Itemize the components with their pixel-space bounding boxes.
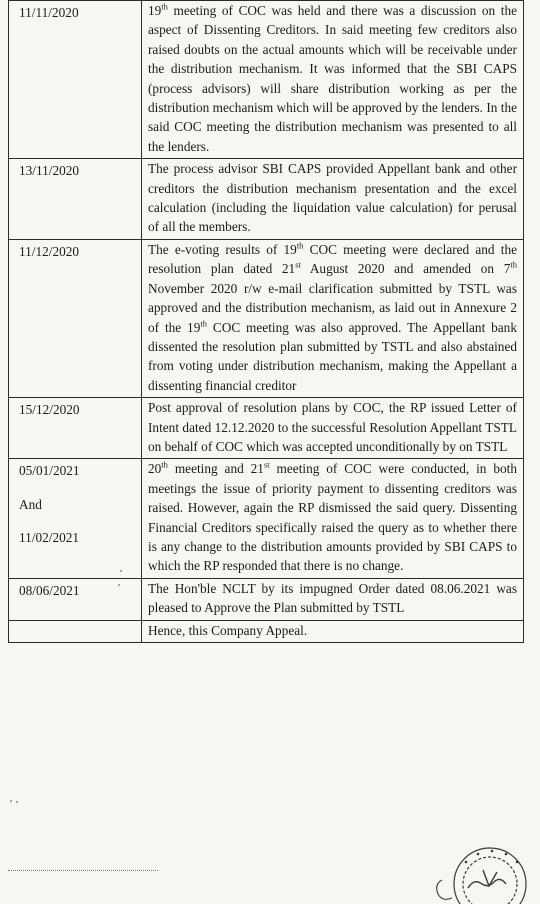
event-date-cell (9, 239, 142, 397)
description-text: August 2020 and amended on 7 (300, 261, 511, 277)
description-text: The e-voting results of 19 (148, 241, 297, 257)
description-text: meeting and 21 (167, 461, 264, 477)
ordinal-suffix: th (161, 459, 168, 470)
event-row (9, 459, 524, 578)
event-row (9, 398, 524, 459)
date-connector: And (19, 496, 42, 512)
event-date: 11/02/2021 (19, 530, 80, 546)
description-text: meeting of COC were conducted, in both meetings the issue of priority payment to dissenting creditors was raised. However, again the RP dismissed the said query. Dissenting Financial Creditors specifically raised the query as to whether there is any change to the distribution amounts provided by SBI CAPS to which the RP responded that there is no change. (148, 461, 517, 574)
event-date-cell (9, 459, 142, 578)
event-date-cell (9, 1, 142, 159)
event-row (9, 159, 524, 240)
ordinal-suffix: st (263, 459, 270, 470)
footer-rule (8, 870, 158, 871)
event-date: 08/06/2021 (19, 582, 80, 598)
description-text: 20 (148, 461, 162, 477)
event-row (9, 578, 524, 620)
description-text: The process advisor SBI CAPS provided Appellant bank and other creditors the distribution mechanism presentation and the excel calculation (including the liquidation value calculation) for perusal of all the members. (148, 161, 517, 235)
ordinal-suffix: st (295, 259, 301, 270)
description-text: Hence, this Company Appeal. (148, 622, 308, 638)
event-date-cell (9, 578, 142, 620)
events-table (8, 0, 524, 643)
event-row (9, 1, 524, 159)
event-row (9, 239, 524, 397)
event-date-cell (9, 159, 142, 240)
ordinal-suffix: th (200, 318, 207, 329)
description-text: COC meeting was also approved. The Appellant bank dissented the resolution plan submitted by TSTL and also abstained from voting under distribution mechanism, making the Appellant a dissenting financial creditor (148, 319, 517, 393)
event-date: 05/01/2021 (19, 463, 80, 479)
description-text: November 2020 r/w e-mail clarification submitted by TSTL was approved and the distribution mechanism, as laid out in Annexure 2 of the 19 (148, 280, 517, 335)
description-text: The Hon'ble NCLT by its impugned Order dated 08.06.2021 was pleased to Approve the Plan submitted by TSTL (148, 580, 517, 616)
event-date: 11/11/2020 (19, 5, 79, 20)
event-description (148, 459, 517, 575)
description-text: Post approval of resolution plans by COC, the RP issued Letter of Intent dated 12.12.2020 to the successful Resolution Appellant TSTL on behalf of COC which was accepted unconditionally by on TSTL (148, 400, 517, 454)
event-date-cell (9, 620, 142, 642)
event-date: 11/12/2020 (19, 243, 80, 259)
ordinal-suffix: th (296, 240, 304, 251)
event-row (9, 620, 524, 642)
event-date: 13/11/2020 (19, 163, 80, 179)
event-description (148, 621, 517, 640)
official-seal-stamp-icon (428, 840, 533, 904)
event-description (148, 159, 517, 237)
event-description-cell (142, 459, 524, 578)
event-date-cell (9, 398, 142, 459)
description-text: meeting of COC was held and there was a discussion on the aspect of Dissenting Creditors. In said meeting few creditors also raised doubts on the actual amounts which will be receivable under the distribution mechanism. It was informed that the SBI CAPS (process advisors) will share distribution working as per the distribution mechanism which will be approved by the lenders. In the said COC meeting the distribution mechanism was presented to all the lenders. (148, 3, 517, 154)
event-description-cell (142, 1, 524, 159)
event-description-cell (142, 159, 524, 240)
event-description (148, 240, 517, 395)
ordinal-suffix: th (510, 259, 517, 270)
event-description (148, 579, 517, 618)
events-table-body (9, 1, 524, 643)
event-description-cell (142, 578, 524, 620)
description-text: 19 (148, 3, 162, 18)
event-description (148, 1, 517, 156)
event-date: 15/12/2020 (19, 402, 80, 418)
event-description (148, 398, 517, 456)
event-description-cell (142, 239, 524, 397)
event-description-cell (142, 620, 524, 642)
ordinal-suffix: th (161, 1, 168, 12)
event-description-cell (142, 398, 524, 459)
description-text: COC meeting were declared and the resolution plan dated 21 (148, 241, 518, 277)
